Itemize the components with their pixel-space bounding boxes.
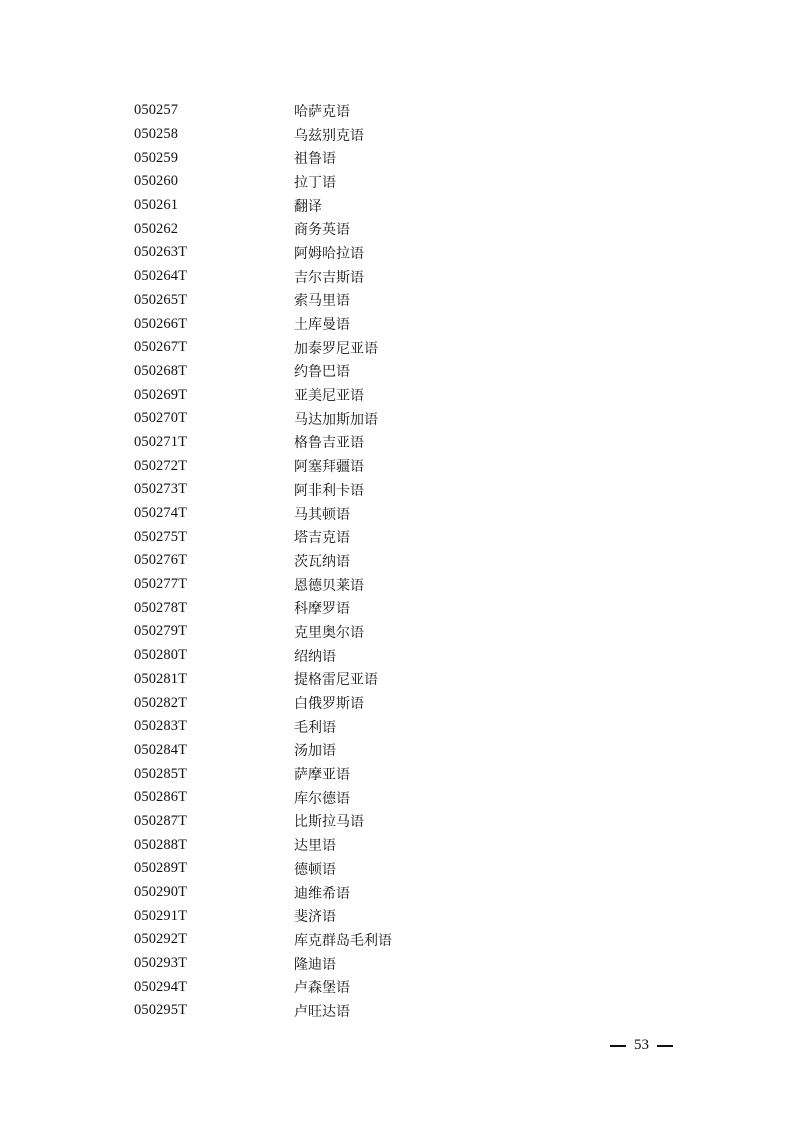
major-name: 马其顿语 (294, 506, 350, 523)
major-name: 茨瓦纳语 (294, 553, 350, 570)
major-name: 索马里语 (294, 293, 350, 310)
major-name: 德顿语 (294, 861, 336, 878)
list-item (134, 123, 694, 147)
major-code-list (134, 99, 694, 1023)
major-name: 翻译 (294, 198, 322, 215)
list-item (134, 454, 694, 478)
major-code: 050289T (134, 860, 188, 877)
major-code: 050267T (134, 339, 188, 356)
major-code: 050276T (134, 552, 188, 569)
major-code: 050290T (134, 884, 188, 901)
major-code: 050275T (134, 528, 188, 545)
list-item (134, 431, 694, 455)
list-item (134, 289, 694, 313)
major-code: 050279T (134, 623, 188, 640)
list-item (134, 668, 694, 692)
major-code: 050263T (134, 244, 188, 261)
major-name: 绍纳语 (294, 648, 336, 665)
major-name: 库克群岛毛利语 (294, 932, 392, 949)
major-name: 白俄罗斯语 (294, 696, 364, 713)
major-name: 格鲁吉亚语 (294, 435, 364, 452)
major-code: 050262 (134, 220, 179, 237)
list-item (134, 857, 694, 881)
major-name: 斐济语 (294, 909, 336, 926)
list-item (134, 881, 694, 905)
major-code: 050257 (134, 102, 179, 119)
major-code: 050261 (134, 197, 179, 214)
major-code: 050282T (134, 694, 188, 711)
major-code: 050283T (134, 718, 188, 735)
list-item (134, 170, 694, 194)
list-item (134, 952, 694, 976)
list-item (134, 241, 694, 265)
major-name: 约鲁巴语 (294, 364, 350, 381)
major-name: 乌兹别克语 (294, 127, 364, 144)
footer-dash-right (657, 1045, 673, 1047)
major-name: 阿非利卡语 (294, 482, 364, 499)
list-item (134, 928, 694, 952)
major-code: 050280T (134, 647, 188, 664)
list-item (134, 810, 694, 834)
major-code: 050265T (134, 291, 188, 308)
major-name: 提格雷尼亚语 (294, 672, 378, 689)
major-name: 比斯拉马语 (294, 814, 364, 831)
major-name: 毛利语 (294, 719, 336, 736)
list-item (134, 999, 694, 1023)
list-item (134, 691, 694, 715)
list-item (134, 336, 694, 360)
major-name: 萨摩亚语 (294, 767, 350, 784)
list-item (134, 146, 694, 170)
major-code: 050288T (134, 836, 188, 853)
major-code: 050259 (134, 149, 179, 166)
list-item (134, 360, 694, 384)
list-item (134, 644, 694, 668)
list-item (134, 573, 694, 597)
major-code: 050294T (134, 978, 188, 995)
page-footer (610, 1037, 673, 1054)
major-code: 050268T (134, 362, 188, 379)
major-name: 卢旺达语 (294, 1003, 350, 1020)
major-code: 050293T (134, 955, 188, 972)
major-name: 汤加语 (294, 743, 336, 760)
major-code: 050260 (134, 173, 179, 190)
major-code: 050292T (134, 931, 188, 948)
major-code: 050271T (134, 433, 188, 450)
major-name: 土库曼语 (294, 317, 350, 334)
page-number: 53 (634, 1037, 649, 1053)
major-name: 恩德贝莱语 (294, 577, 364, 594)
major-code: 050285T (134, 765, 188, 782)
major-code: 050264T (134, 268, 188, 285)
list-item (134, 975, 694, 999)
major-name: 隆迪语 (294, 956, 336, 973)
list-item (134, 265, 694, 289)
major-name: 卢森堡语 (294, 980, 350, 997)
major-name: 阿塞拜疆语 (294, 459, 364, 476)
list-item (134, 194, 694, 218)
major-code: 050269T (134, 386, 188, 403)
list-item (134, 762, 694, 786)
major-name: 马达加斯加语 (294, 411, 378, 428)
major-code: 050270T (134, 410, 188, 427)
list-item (134, 407, 694, 431)
major-code: 050272T (134, 457, 188, 474)
list-item (134, 312, 694, 336)
list-item (134, 502, 694, 526)
list-item (134, 904, 694, 928)
list-item (134, 549, 694, 573)
major-name: 加泰罗尼亚语 (294, 340, 378, 357)
major-name: 哈萨克语 (294, 103, 350, 120)
list-item (134, 383, 694, 407)
major-code: 050274T (134, 505, 188, 522)
major-code: 050295T (134, 1002, 188, 1019)
list-item (134, 525, 694, 549)
major-name: 祖鲁语 (294, 151, 336, 168)
major-code: 050277T (134, 576, 188, 593)
list-item (134, 596, 694, 620)
major-code: 050258 (134, 126, 179, 143)
list-item (134, 620, 694, 644)
major-code: 050281T (134, 670, 188, 687)
major-name: 塔吉克语 (294, 530, 350, 547)
list-item (134, 833, 694, 857)
major-code: 050278T (134, 599, 188, 616)
list-item (134, 478, 694, 502)
footer-dash-left (610, 1045, 626, 1047)
major-code: 050266T (134, 315, 188, 332)
major-name: 亚美尼亚语 (294, 388, 364, 405)
major-name: 科摩罗语 (294, 601, 350, 618)
major-name: 阿姆哈拉语 (294, 245, 364, 262)
major-name: 拉丁语 (294, 174, 336, 191)
list-item (134, 786, 694, 810)
list-item (134, 715, 694, 739)
major-name: 迪维希语 (294, 885, 350, 902)
major-name: 库尔德语 (294, 790, 350, 807)
major-code: 050284T (134, 741, 188, 758)
list-item (134, 217, 694, 241)
major-code: 050286T (134, 789, 188, 806)
major-name: 商务英语 (294, 222, 350, 239)
major-name: 克里奥尔语 (294, 624, 364, 641)
major-code: 050273T (134, 481, 188, 498)
major-name: 吉尔吉斯语 (294, 269, 364, 286)
list-item (134, 739, 694, 763)
major-code: 050291T (134, 907, 188, 924)
major-code: 050287T (134, 812, 188, 829)
list-item (134, 99, 694, 123)
major-name: 达里语 (294, 838, 336, 855)
